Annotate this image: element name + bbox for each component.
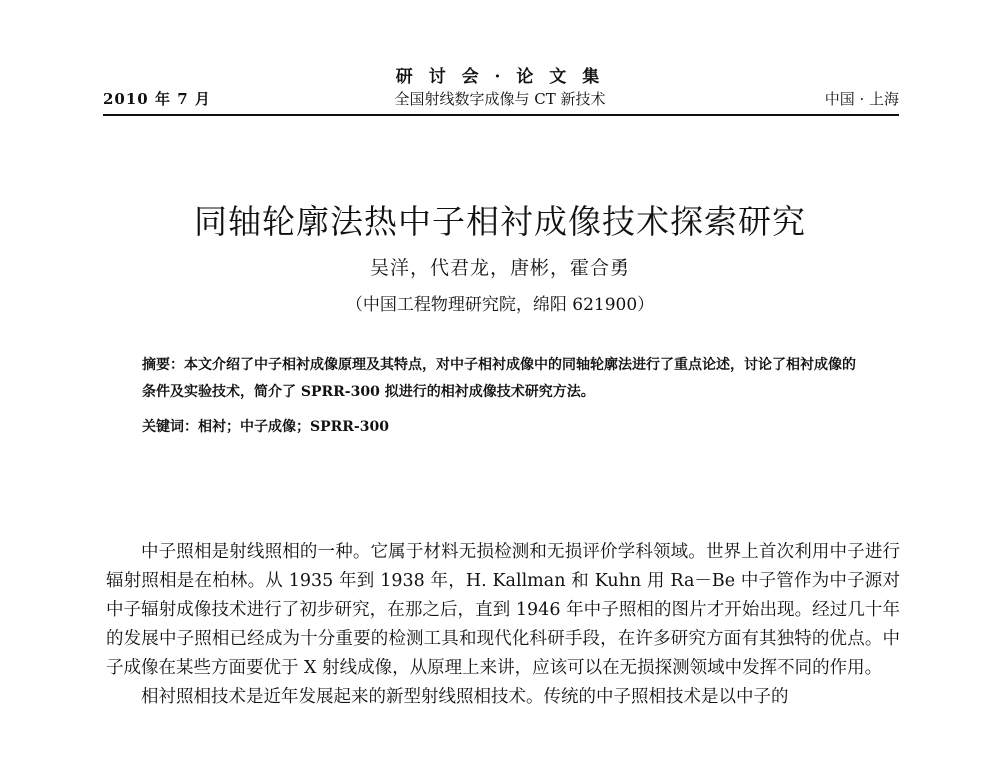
paper-authors: 吴洋，代君龙，唐彬，霍合勇 xyxy=(369,257,630,279)
abstract-label: 摘要： xyxy=(142,357,184,373)
header-date: 2010 年 7 月 xyxy=(103,90,211,108)
keywords-text: 相衬；中子成像；SPRR-300 xyxy=(198,419,389,435)
abstract-text: 本文介绍了中子相衬成像原理及其特点，对中子相衬成像中的同轴轮廓法进行了重点论述，讨论了相衬成像的条件及实验技术，简介了 SPRR-300 拟进行的相衬成像技术研究方法。 xyxy=(142,357,856,400)
header-conference: 全国射线数字成像与 CT 新技术 xyxy=(394,90,606,108)
header-rule xyxy=(103,114,899,116)
header-location: 中国 · 上海 xyxy=(824,90,899,108)
abstract xyxy=(142,352,862,406)
header-proceedings: 研 讨 会 · 论 文 集 xyxy=(395,67,605,87)
paper-affiliation: （中国工程物理研究院，绵阳 621900） xyxy=(345,295,655,315)
keywords xyxy=(142,416,862,436)
running-header xyxy=(0,0,1000,120)
body-paragraph-1: 中子照相是射线照相的一种。它属于材料无损检测和无损评价学科领域。世界上首次利用中子进行辐射照相是在柏林。从 1935 年到 1938 年，H. Kallman 和 Kuhn 用 Ra－Be 中子管作为中子源对中子辐射成像技术进行了初步研究，在那之后，直到 1946 年中子照相的图片才开始出现。经过几十年的发展中子照相已经成为十分重要的检测工具和现代化科研手段，在许多研究方面有其独特的优点。中子成像在某些方面要优于 X 射线成像，从原理上来讲，应该可以在无损探测领域中发挥不同的作用。 xyxy=(106,542,900,678)
body-text xyxy=(106,538,900,712)
paper-title: 同轴轮廓法热中子相衬成像技术探索研究 xyxy=(194,202,806,241)
keywords-label: 关键词： xyxy=(142,419,198,435)
body-paragraph-2: 相衬照相技术是近年发展起来的新型射线照相技术。传统的中子照相技术是以中子的 xyxy=(141,687,789,707)
